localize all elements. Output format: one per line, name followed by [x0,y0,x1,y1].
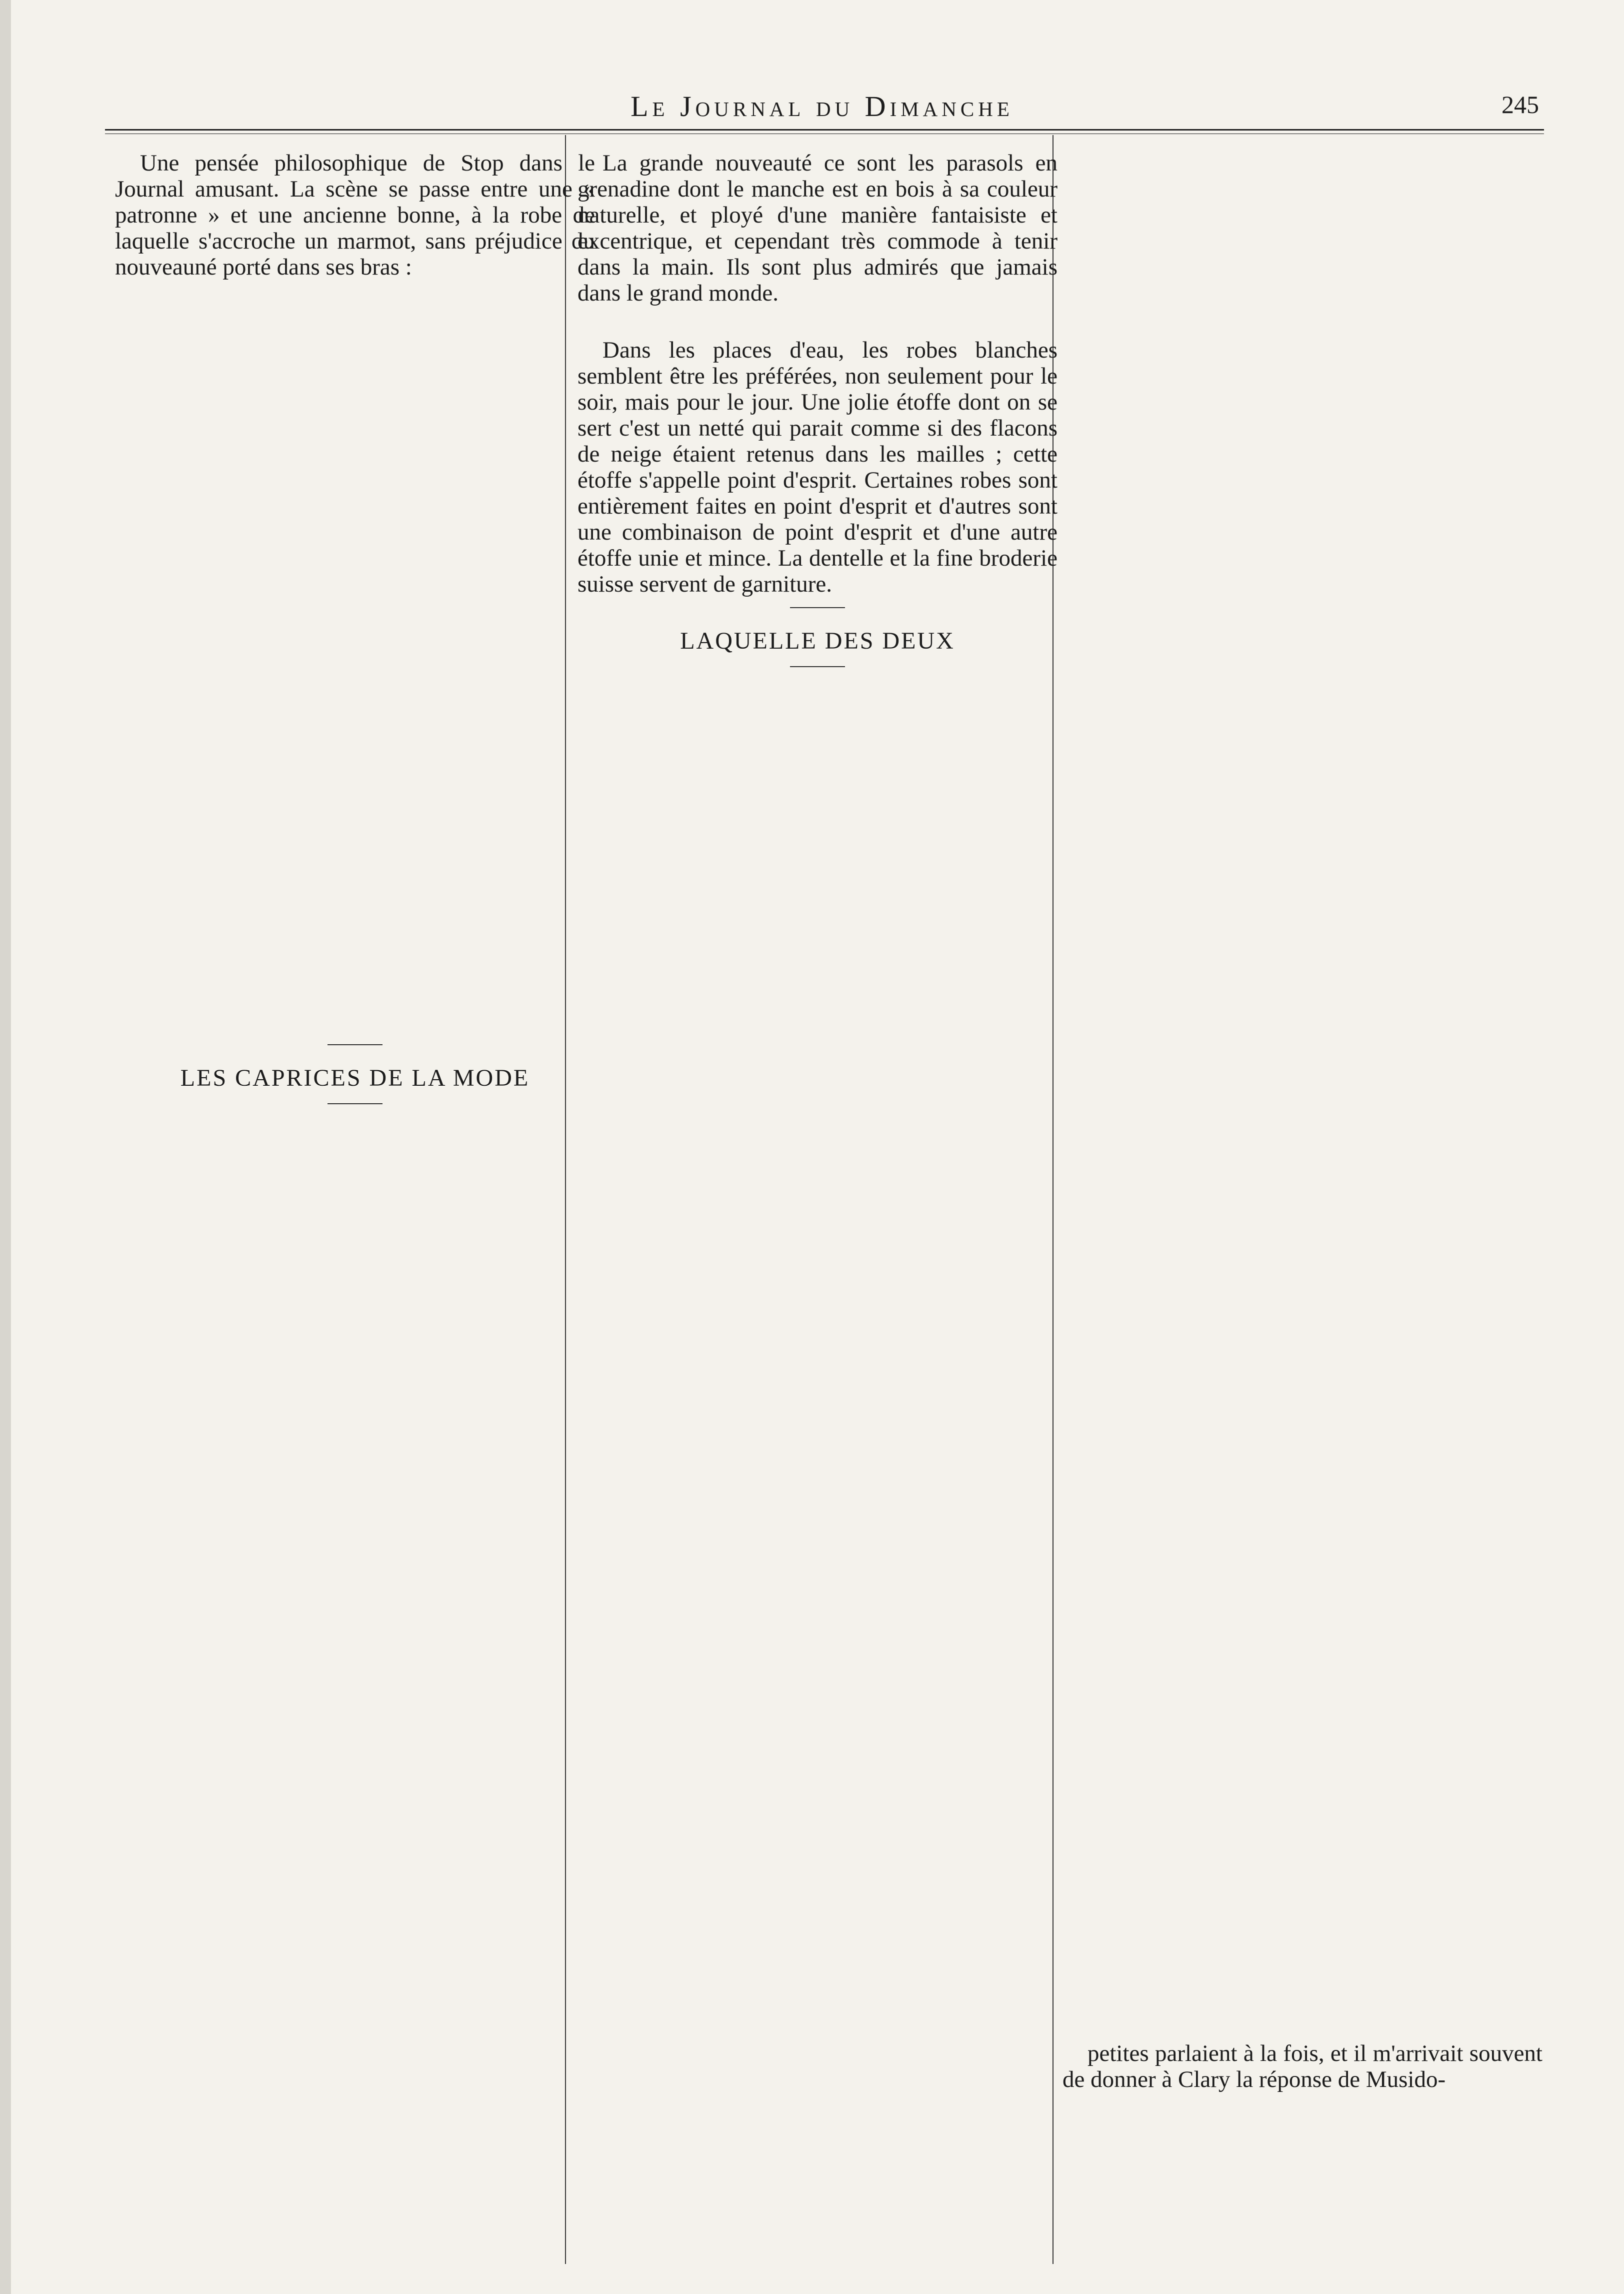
page-number: 245 [1502,91,1539,119]
journal-title: Le Journal du Dimanche [630,90,1014,123]
section-heading: LAQUELLE DES DEUX [680,628,955,654]
section-rule [328,1044,382,1045]
column-1 [115,150,595,1119]
section-rule [790,607,845,608]
section-rule [328,1103,382,1104]
section-rule [790,666,845,667]
masthead [105,75,1539,123]
column-3 [1062,150,1542,2096]
paragraph: Dans les places d'eau, les robes blanches semblent être les préférées, non seulement pour le soir, mais pour le jour. Une jolie étoffe dont on se sert c'est un netté qui parait comme si des flacons de neige étaient retenus dans les mailles ; cette étoffe s'appelle point d'esprit. Certaines robes sont entièrement faites en point d'esprit et d'autres sont une combinaison de point d'esprit et d'une autre étoffe unie et mince. La dentelle et la fine broderie suisse servent de garniture. [578,337,1058,597]
header-rule [105,129,1544,134]
page-edge [0,0,11,2294]
section-heading: LES CAPRICES DE LA MODE [180,1065,530,1091]
illegible-gap [1062,150,1542,2040]
paragraph: La grande nouveauté ce sont les parasols en grenadine dont le manche est en bois à sa couleur naturelle, et ployé d'une manière fantaisiste et excentrique, et cependant très commode à tenir dans la main. Ils sont plus admirés que jamais dans le grand monde. [578,150,1058,306]
column-2 [578,150,1058,682]
paragraph: petites parlaient à la fois, et il m'arrivait souvent de donner à Clary la réponse de Musido- [1062,2040,1542,2092]
paragraph: Une pensée philosophique de Stop dans le Journal amusant. La scène se passe entre une « patronne » et une ancienne bonne, à la robe de laquelle s'accroche un marmot, sans préjudice du nouveauné porté dans ses bras : [115,150,595,280]
illegible-gap [115,284,595,1034]
